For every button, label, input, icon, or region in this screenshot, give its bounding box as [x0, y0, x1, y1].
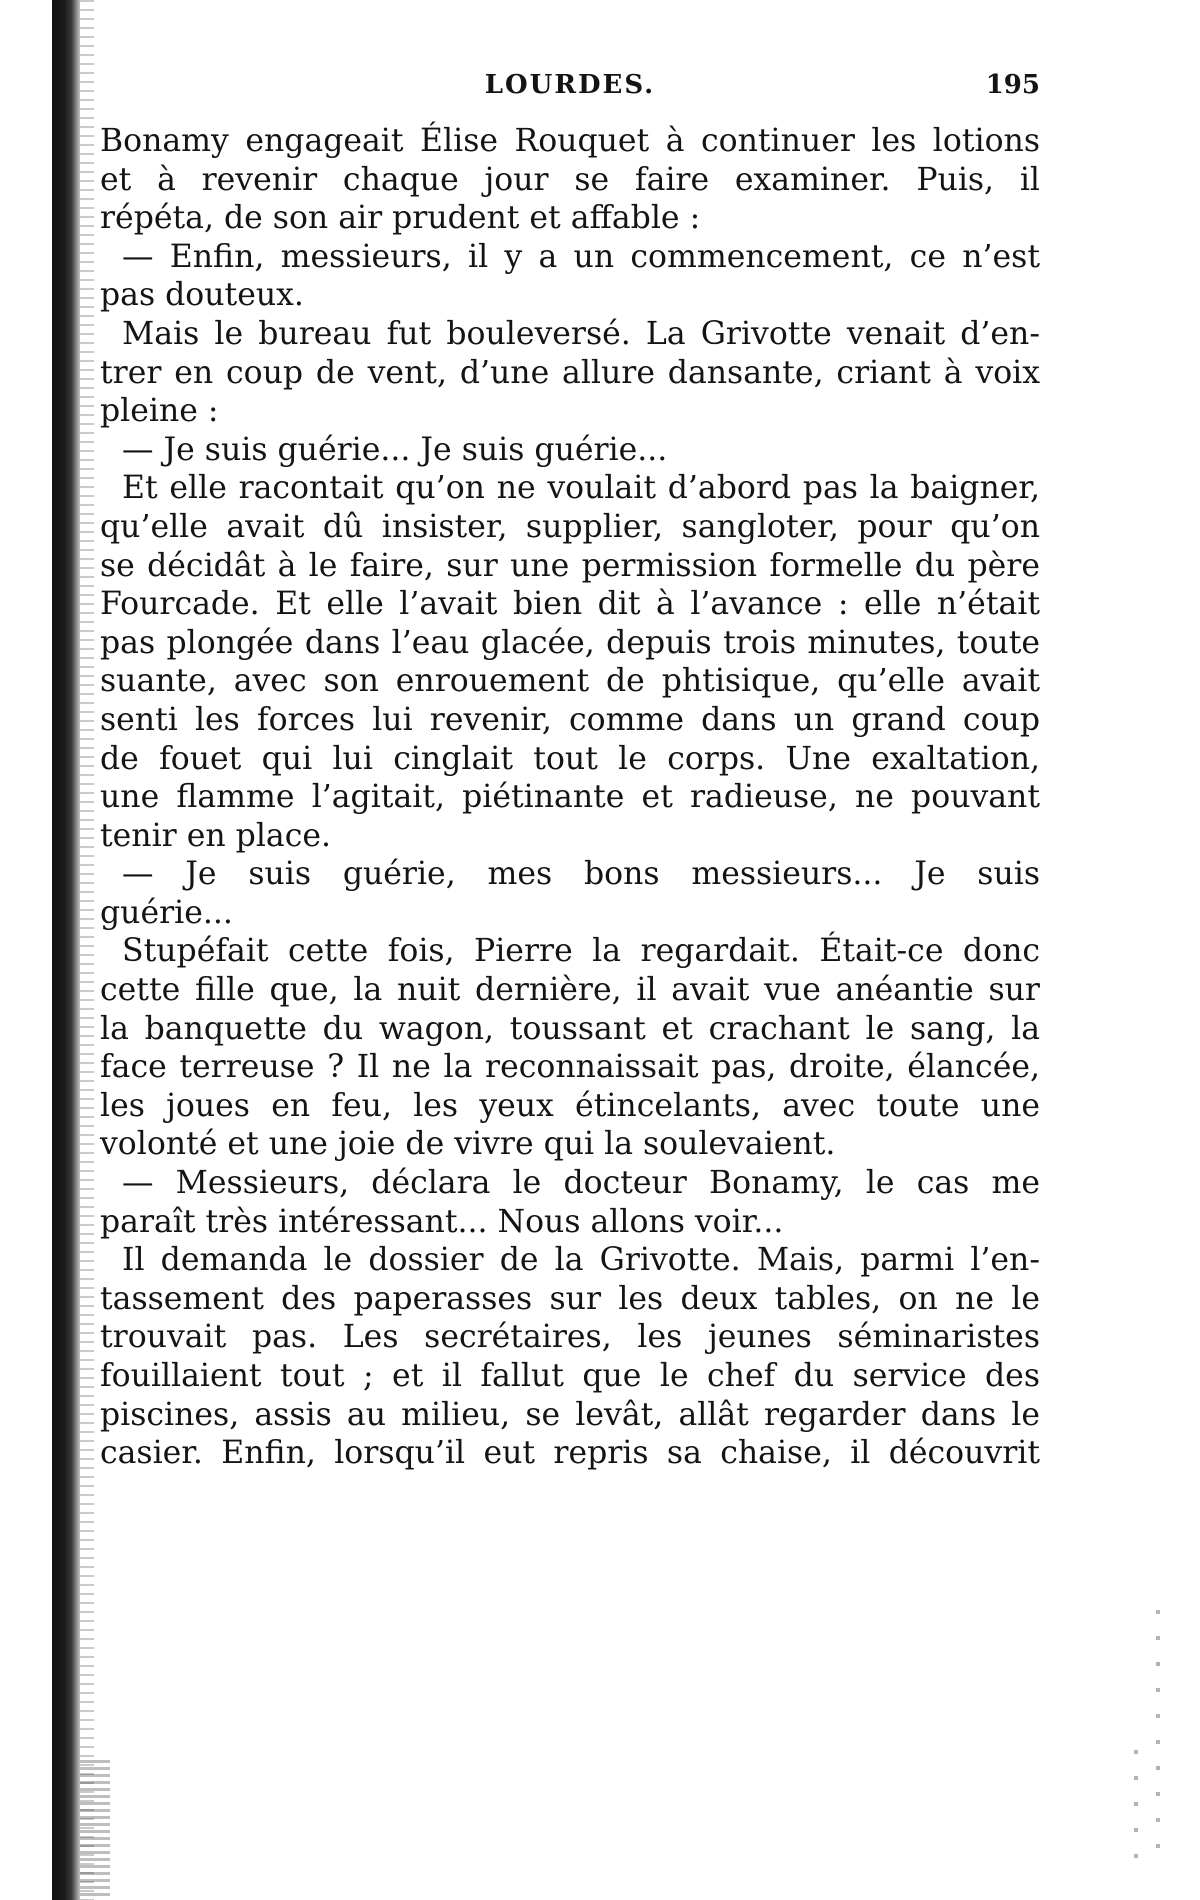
- scan-binding-shadow: [80, 0, 94, 1900]
- text-line: de fouet qui lui cinglait tout le corps. Une exaltation,: [100, 740, 1040, 777]
- text-line: Mais le bureau fut bouleversé. La Grivotte venait d’en-: [122, 315, 1040, 352]
- text-line: guérie...: [100, 894, 233, 931]
- text-line: trouvait pas. Les secrétaires, les jeunes séminaristes: [100, 1319, 1040, 1356]
- text-line: pleine :: [100, 393, 219, 430]
- text-line: paraît très intéressant... Nous allons voir...: [100, 1203, 784, 1240]
- page-number: 195: [985, 70, 1040, 100]
- text-line: — Je suis guérie, mes bons messieurs... Je suis: [122, 856, 1040, 893]
- text-line: — Enfin, messieurs, il y a un commencement, ce n’est: [122, 238, 1040, 275]
- text-line: fouillaient tout ; et il fallut que le chef du service des: [100, 1358, 1040, 1394]
- text-line: senti les forces lui revenir, comme dans un grand coup: [100, 701, 1040, 738]
- text-line: répéta, de son air prudent et affable :: [100, 200, 701, 237]
- text-line: et à revenir chaque jour se faire examiner. Puis, il: [100, 161, 1040, 198]
- text-line: — Messieurs, déclara le docteur Bonamy, le cas me: [122, 1165, 1040, 1202]
- text-line: pas douteux.: [100, 277, 304, 314]
- text-line: qu’elle avait dû insister, supplier, sangloter, pour qu’on: [100, 508, 1040, 545]
- text-line: face terreuse ? Il ne la reconnaissait pas, droite, élancée,: [100, 1049, 1040, 1086]
- body-text: [100, 122, 1040, 1473]
- running-title: LOURDES.: [484, 70, 656, 100]
- text-line: tassement des paperasses sur les deux tables, on ne le: [100, 1280, 1040, 1317]
- text-line: Il demanda le dossier de la Grivotte. Mais, parmi l’en-: [122, 1242, 1040, 1279]
- text-line: casier. Enfin, lorsqu’il eut repris sa chaise, il découvrit: [100, 1435, 1040, 1472]
- text-line: trer en coup de vent, d’une allure dansante, criant à voix: [100, 354, 1040, 391]
- text-line: cette fille que, la nuit dernière, il avait vue anéantie sur: [100, 972, 1040, 1009]
- text-line: Bonamy engageait Élise Rouquet à continuer les lotions: [100, 123, 1040, 159]
- text-line: tenir en place.: [100, 817, 331, 854]
- text-line: Fourcade. Et elle l’avait bien dit à l’avance : elle n’était: [100, 586, 1040, 623]
- scan-margin-marks: [1156, 1610, 1160, 1860]
- text-line: suante, avec son enrouement de phtisique, qu’elle avait: [100, 663, 1040, 700]
- text-line: la banquette du wagon, toussant et crachant le sang, la: [100, 1010, 1040, 1047]
- text-line: Et elle racontait qu’on ne voulait d’abord pas la baigner,: [122, 470, 1040, 507]
- text-line: piscines, assis au milieu, se levât, allât regarder dans le: [100, 1396, 1040, 1433]
- scan-margin-marks-secondary: [1134, 1750, 1138, 1860]
- text-line: se décidât à le faire, sur une permission formelle du père: [100, 547, 1040, 584]
- text-line: les joues en feu, les yeux étincelants, avec toute une: [100, 1087, 1040, 1124]
- scan-binding-edge: [52, 0, 80, 1900]
- text-line: volonté et une joie de vivre qui la soulevaient.: [100, 1126, 836, 1163]
- text-line: une flamme l’agitait, piétinante et radieuse, ne pouvant: [100, 779, 1040, 816]
- page-header: [100, 70, 1040, 110]
- text-line: Stupéfait cette fois, Pierre la regardait. Était-ce donc: [122, 933, 1040, 970]
- text-line: pas plongée dans l’eau glacée, depuis trois minutes, toute: [100, 624, 1040, 661]
- scan-binding-bottom-noise: [80, 1760, 110, 1900]
- text-line: — Je suis guérie... Je suis guérie...: [122, 431, 668, 468]
